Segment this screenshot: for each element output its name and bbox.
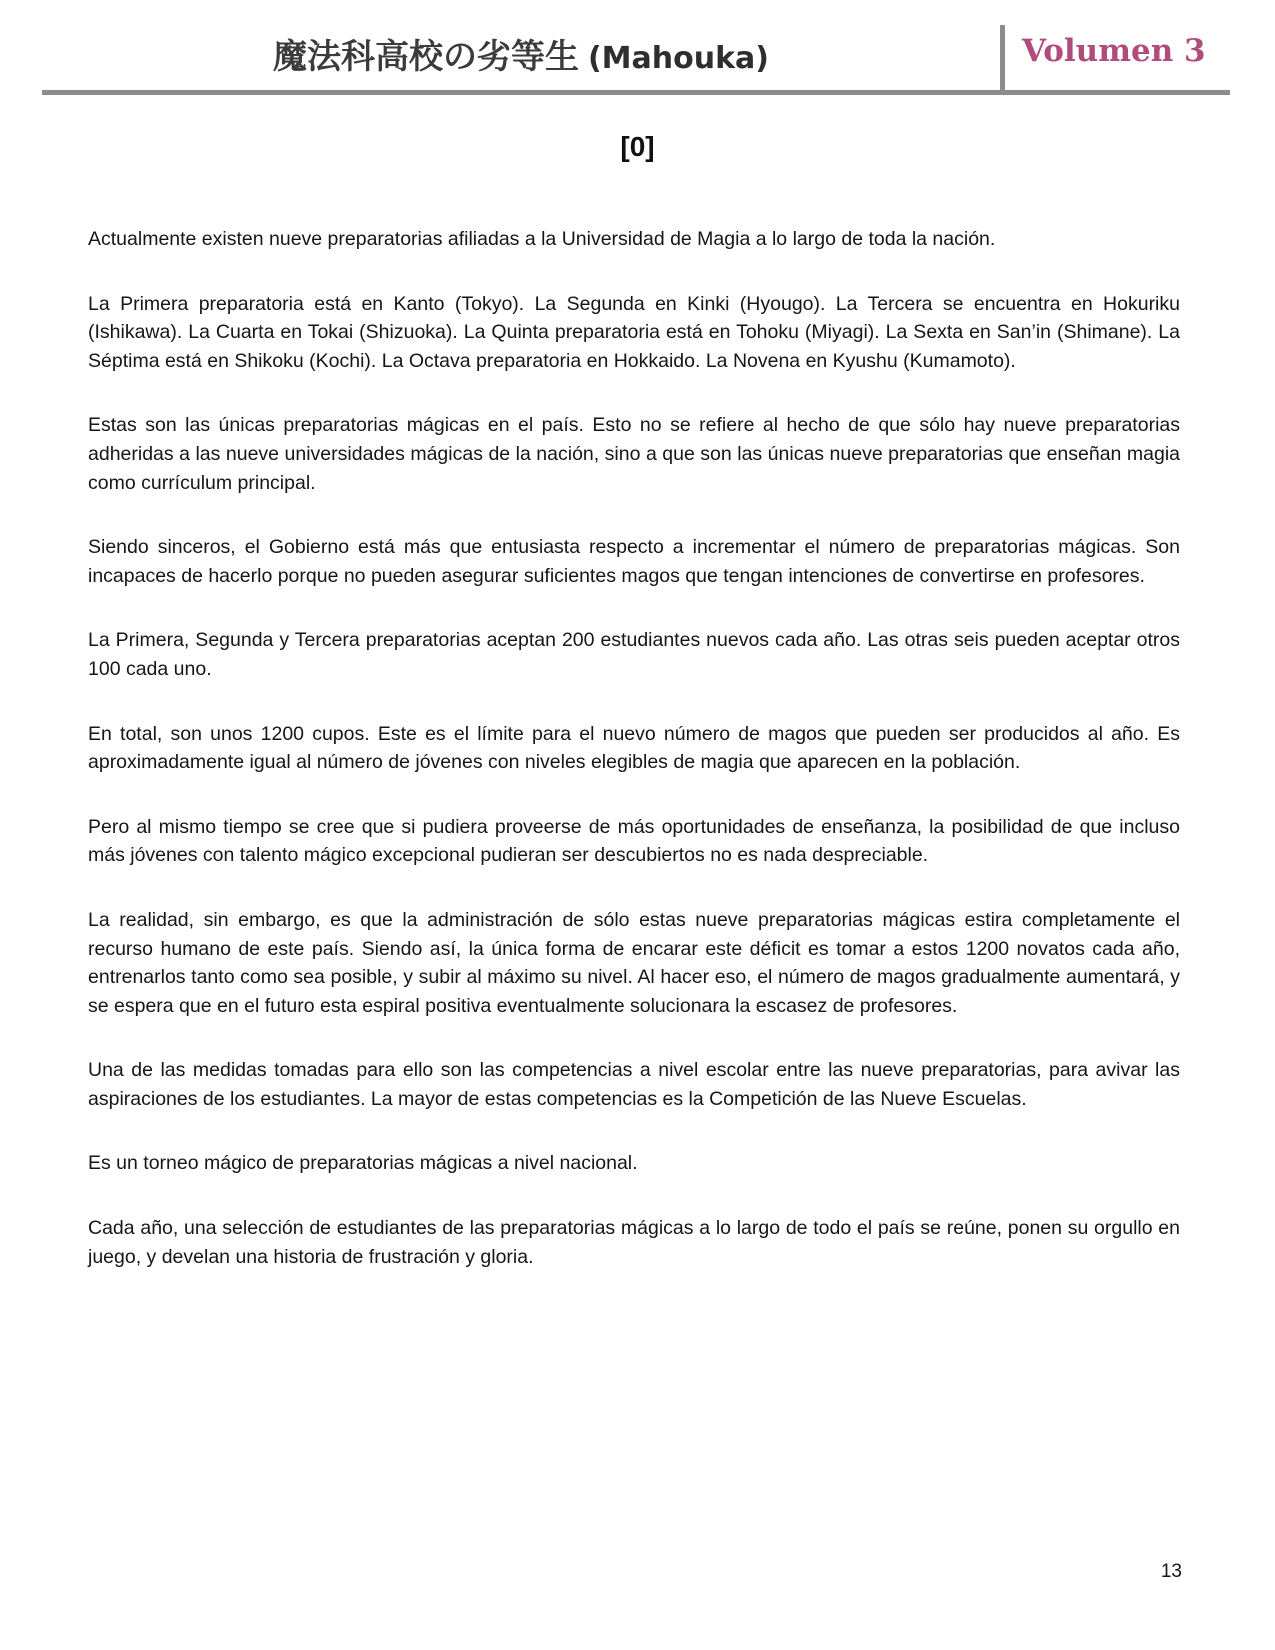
paragraph: La Primera, Segunda y Tercera preparatorias aceptan 200 estudiantes nuevos cada año. Las otras seis pueden aceptar otros 100 cada uno.: [88, 629, 1180, 680]
volume-label: Volumen 3: [1022, 33, 1206, 69]
body-text: [88, 225, 1180, 1271]
page-number: 13: [1160, 1561, 1182, 1582]
header-title-japanese: 魔法科高校の劣等生: [272, 37, 579, 77]
paragraph: Siendo sinceros, el Gobierno está más que entusiasta respecto a incrementar el número de preparatorias mágicas. Son incapaces de hacerlo porque no pueden asegurar suficientes magos que tengan intenciones de convertirse en profesores.: [88, 536, 1180, 587]
page-header: [42, 25, 1230, 95]
paragraph: Es un torneo mágico de preparatorias mágicas a nivel nacional.: [88, 1152, 638, 1175]
paragraph: La realidad, sin embargo, es que la administración de sólo estas nueve preparatorias mágicas estira completamente el recurso humano de este país. Siendo así, la única forma de encarar este déficit es tomar a estos 1200 novatos cada año, entrenarlos tanto como sea posible, y subir al máximo su nivel. Al hacer eso, el número de magos gradualmente aumentará, y se espera que en el futuro esta espiral positiva eventualmente solucionara la escasez de profesores.: [88, 908, 1180, 1017]
paragraph: Estas son las únicas preparatorias mágicas en el país. Esto no se refiere al hecho de que sólo hay nueve preparatorias adheridas a las nueve universidades mágicas de la nación, sino a que son las únicas nueve preparatorias que enseñan magia como currículum principal.: [88, 414, 1180, 494]
paragraph: Una de las medidas tomadas para ello son las competencias a nivel escolar entre las nueve preparatorias, para avivar las aspiraciones de los estudiantes. La mayor de estas competencias es la Competición de las Nueve Escuelas.: [88, 1059, 1180, 1110]
paragraph: En total, son unos 1200 cupos. Este es el límite para el nuevo número de magos que pueden ser producidos al año. Es aproximadamente igual al número de jóvenes con niveles elegibles de magia que aparecen en la población.: [88, 722, 1180, 774]
paragraph: Cada año, una selección de estudiantes de las preparatorias mágicas a lo largo de todo el país se reúne, ponen su orgullo en juego, y develan una historia de frustración y gloria.: [88, 1217, 1180, 1268]
header-title-romanized: (Mahouka): [587, 41, 770, 76]
paragraph: La Primera preparatoria está en Kanto (Tokyo). La Segunda en Kinki (Hyougo). La Tercera se encuentra en Hokuriku (Ishikawa). La Cuarta en Tokai (Shizuoka). La Quinta preparatoria está en Tohoku (Miyagi). La Sexta en San’in (Shimane). La Séptima está en Shikoku (Kochi). La Octava preparatoria en Hokkaido. La Novena en Kyushu (Kumamoto).: [88, 292, 1180, 372]
paragraph: Pero al mismo tiempo se cree que si pudiera proveerse de más oportunidades de enseñanza, la posibilidad de que incluso más jóvenes con talento mágico excepcional pudieran ser descubiertos no es nada despreciable.: [88, 815, 1180, 867]
paragraph: Actualmente existen nueve preparatorias afiliadas a la Universidad de Magia a lo largo de toda la nación.: [88, 228, 996, 250]
section-heading: [0]: [620, 131, 655, 162]
header-title: [42, 25, 1000, 90]
header-volume-cell: [1005, 25, 1230, 90]
